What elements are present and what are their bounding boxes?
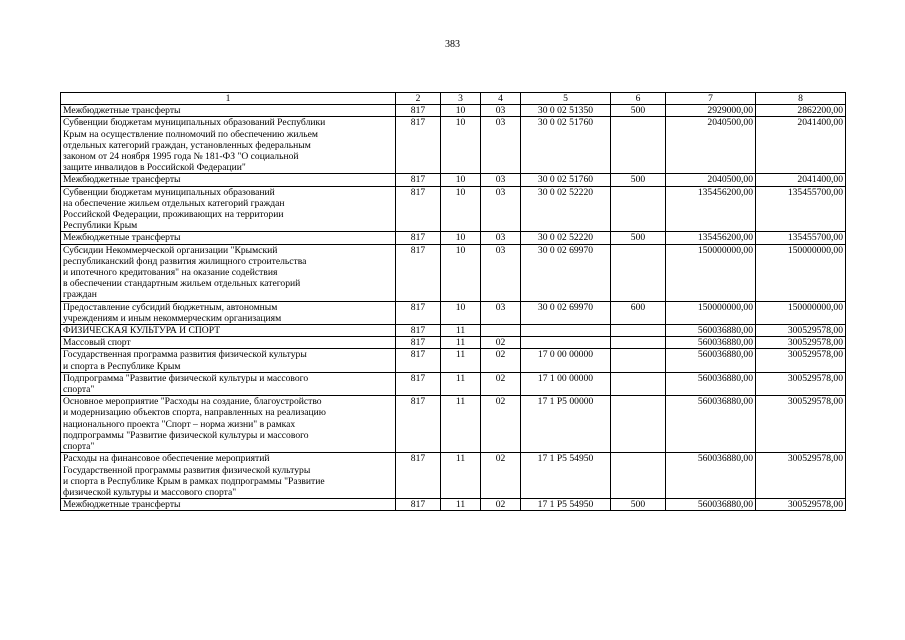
row-amount-cell-c7: 560036880,00	[666, 499, 756, 511]
row-code-cell-c2: 817	[396, 372, 441, 395]
row-code-cell-c4: 02	[481, 396, 521, 453]
table-row	[61, 396, 846, 453]
row-name-line: Предоставление субсидий бюджетным, автономным	[63, 301, 278, 313]
row-code-cell-c4: 02	[481, 337, 521, 349]
row-amount-cell-c7: 560036880,00	[666, 337, 756, 349]
row-code-cell-c2: 817	[396, 396, 441, 453]
row-amount-cell-c8: 150000000,00	[756, 301, 846, 324]
row-name-line: Субвенции бюджетам муниципальных образований Республики	[63, 117, 326, 129]
row-amount-cell-c8: 300529578,00	[756, 396, 846, 453]
row-name-line: Расходы на финансовое обеспечение мероприятий	[63, 453, 270, 465]
row-code-cell-c4: 03	[481, 301, 521, 324]
row-name-line: защите инвалидов в Российской Федерации"	[63, 162, 246, 174]
row-amount-cell-c7: 560036880,00	[666, 325, 756, 337]
row-code-cell-c6: 500	[611, 105, 666, 117]
row-code-cell-c2: 817	[396, 453, 441, 499]
row-name-line: Подпрограмма "Развитие физической культуры и массового	[63, 372, 309, 384]
table-row	[61, 105, 846, 117]
row-code-cell-c4: 03	[481, 244, 521, 301]
header-cell-8: 8	[756, 93, 846, 105]
row-name-line: Межбюджетные трансферты	[63, 174, 181, 186]
row-amount-cell-c7: 2040500,00	[666, 174, 756, 186]
table-row	[61, 325, 846, 337]
row-name-line: и ипотечного кредитования" на оказание содействия	[63, 267, 278, 279]
row-name-line: Межбюджетные трансферты	[63, 105, 181, 117]
table-body	[61, 105, 846, 511]
row-name-line: законом от 24 ноября 1995 года № 181-ФЗ "О социальной	[63, 151, 299, 163]
header-cell-5: 5	[521, 93, 611, 105]
row-code-cell-c3: 10	[441, 244, 481, 301]
table-row	[61, 232, 846, 244]
row-code-cell-c4: 02	[481, 499, 521, 511]
row-name-line: Республики Крым	[63, 220, 138, 232]
row-name-cell	[61, 499, 396, 511]
row-amount-cell-c7: 2040500,00	[666, 117, 756, 174]
row-amount-cell-c8: 300529578,00	[756, 325, 846, 337]
budget-table	[60, 92, 846, 511]
row-code-cell-c6	[611, 372, 666, 395]
row-name-line: Государственной программы развития физической культуры	[63, 464, 311, 476]
table-row	[61, 244, 846, 301]
row-code-cell-c3: 10	[441, 174, 481, 186]
row-code-cell-c6	[611, 244, 666, 301]
row-code-cell-c3: 10	[441, 232, 481, 244]
header-cell-1: 1	[61, 93, 396, 105]
row-code-cell-c5: 17 1 P5 00000	[521, 396, 611, 453]
header-row	[61, 93, 846, 105]
row-amount-cell-c8: 300529578,00	[756, 372, 846, 395]
row-name-cell	[61, 396, 396, 453]
row-amount-cell-c7: 560036880,00	[666, 349, 756, 372]
row-code-cell-c5: 30 0 02 51350	[521, 105, 611, 117]
row-code-cell-c6: 500	[611, 499, 666, 511]
row-code-cell-c5: 30 0 02 51760	[521, 174, 611, 186]
row-code-cell-c4: 03	[481, 117, 521, 174]
row-name-line: Межбюджетные трансферты	[63, 499, 181, 511]
row-code-cell-c5: 30 0 02 69970	[521, 244, 611, 301]
row-code-cell-c2: 817	[396, 186, 441, 232]
row-code-cell-c3: 11	[441, 372, 481, 395]
table-row	[61, 349, 846, 372]
row-code-cell-c5: 30 0 02 52220	[521, 232, 611, 244]
row-name-line: на обеспечение жильем отдельных категорий граждан	[63, 197, 285, 209]
row-code-cell-c2: 817	[396, 499, 441, 511]
table-row	[61, 453, 846, 499]
row-code-cell-c5	[521, 337, 611, 349]
row-name-cell	[61, 174, 396, 186]
header-cell-2: 2	[396, 93, 441, 105]
table-row	[61, 337, 846, 349]
table-row	[61, 499, 846, 511]
row-name-line: ФИЗИЧЕСКАЯ КУЛЬТУРА И СПОРТ	[63, 325, 221, 337]
row-name-line: Крым на осуществление полномочий по обеспечению жильем	[63, 128, 318, 140]
row-name-line: физической культуры и массового спорта"	[63, 486, 237, 498]
row-code-cell-c5: 17 1 P5 54950	[521, 453, 611, 499]
row-code-cell-c6	[611, 337, 666, 349]
table-row	[61, 372, 846, 395]
row-code-cell-c4: 03	[481, 186, 521, 232]
row-code-cell-c5: 30 0 02 51760	[521, 117, 611, 174]
row-code-cell-c3: 10	[441, 117, 481, 174]
row-code-cell-c3: 11	[441, 453, 481, 499]
row-code-cell-c4: 02	[481, 453, 521, 499]
row-code-cell-c5: 30 0 02 52220	[521, 186, 611, 232]
row-code-cell-c6: 600	[611, 301, 666, 324]
row-amount-cell-c8: 300529578,00	[756, 337, 846, 349]
header-cell-4: 4	[481, 93, 521, 105]
row-name-line: учреждениям и иным некоммерческим организациям	[63, 312, 282, 324]
row-amount-cell-c7: 2929000,00	[666, 105, 756, 117]
row-amount-cell-c8: 300529578,00	[756, 453, 846, 499]
row-name-line: в обеспечении стандартным жильем отдельных категорий	[63, 278, 301, 290]
row-code-cell-c6	[611, 325, 666, 337]
row-code-cell-c2: 817	[396, 349, 441, 372]
row-code-cell-c6	[611, 396, 666, 453]
row-name-line: Основное мероприятие "Расходы на создание, благоустройство	[63, 396, 322, 408]
row-code-cell-c4: 03	[481, 105, 521, 117]
row-name-line: и спорта в Республике Крым	[63, 360, 181, 372]
row-code-cell-c3: 11	[441, 396, 481, 453]
row-code-cell-c6	[611, 349, 666, 372]
page-number: 383	[445, 39, 460, 50]
row-code-cell-c3: 11	[441, 349, 481, 372]
row-code-cell-c4	[481, 325, 521, 337]
row-code-cell-c2: 817	[396, 301, 441, 324]
row-amount-cell-c7: 560036880,00	[666, 396, 756, 453]
row-name-line: и модернизацию объектов спорта, направленных на реализацию	[63, 407, 326, 419]
row-code-cell-c6: 500	[611, 174, 666, 186]
row-code-cell-c3: 11	[441, 499, 481, 511]
row-amount-cell-c7: 150000000,00	[666, 244, 756, 301]
table-row	[61, 174, 846, 186]
row-name-line: Российской Федерации, проживающих на территории	[63, 209, 284, 221]
row-name-cell	[61, 105, 396, 117]
table-row	[61, 117, 846, 174]
row-name-line: Государственная программа развития физической культуры	[63, 349, 307, 361]
row-code-cell-c2: 817	[396, 244, 441, 301]
row-code-cell-c4: 03	[481, 232, 521, 244]
row-amount-cell-c8: 2862200,00	[756, 105, 846, 117]
row-code-cell-c2: 817	[396, 174, 441, 186]
row-code-cell-c4: 02	[481, 349, 521, 372]
row-code-cell-c6	[611, 117, 666, 174]
row-name-cell	[61, 325, 396, 337]
row-code-cell-c4: 03	[481, 174, 521, 186]
row-code-cell-c5: 17 0 00 00000	[521, 349, 611, 372]
row-name-line: национального проекта "Спорт – норма жизни" в рамках	[63, 418, 296, 430]
row-name-line: спорта"	[63, 441, 95, 453]
row-name-line: отдельных категорий граждан, установленных федеральным	[63, 139, 311, 151]
row-amount-cell-c7: 150000000,00	[666, 301, 756, 324]
row-code-cell-c2: 817	[396, 232, 441, 244]
row-code-cell-c6	[611, 453, 666, 499]
row-amount-cell-c7: 135456200,00	[666, 186, 756, 232]
row-amount-cell-c7: 560036880,00	[666, 372, 756, 395]
row-code-cell-c3: 11	[441, 337, 481, 349]
row-amount-cell-c8: 2041400,00	[756, 174, 846, 186]
row-name-line: Массовый спорт	[63, 337, 131, 349]
row-code-cell-c3: 11	[441, 325, 481, 337]
row-name-line: Субвенции бюджетам муниципальных образований	[63, 186, 275, 198]
row-amount-cell-c8: 150000000,00	[756, 244, 846, 301]
row-name-cell	[61, 244, 396, 301]
header-cell-3: 3	[441, 93, 481, 105]
header-cell-6: 6	[611, 93, 666, 105]
row-amount-cell-c8: 135455700,00	[756, 232, 846, 244]
row-code-cell-c5: 17 1 P5 54950	[521, 499, 611, 511]
row-code-cell-c3: 10	[441, 186, 481, 232]
row-name-line: и спорта в Республике Крым в рамках подпрограммы "Развитие	[63, 475, 325, 487]
row-amount-cell-c8: 300529578,00	[756, 499, 846, 511]
row-code-cell-c5: 17 1 00 00000	[521, 372, 611, 395]
row-name-cell	[61, 372, 396, 395]
row-name-cell	[61, 232, 396, 244]
row-code-cell-c2: 817	[396, 337, 441, 349]
row-code-cell-c2: 817	[396, 325, 441, 337]
row-code-cell-c6	[611, 186, 666, 232]
row-code-cell-c2: 817	[396, 117, 441, 174]
row-name-line: граждан	[63, 289, 97, 301]
row-code-cell-c5: 30 0 02 69970	[521, 301, 611, 324]
row-code-cell-c3: 10	[441, 105, 481, 117]
row-amount-cell-c7: 135456200,00	[666, 232, 756, 244]
row-amount-cell-c8: 2041400,00	[756, 117, 846, 174]
row-name-cell	[61, 301, 396, 324]
table-row	[61, 186, 846, 232]
row-name-cell	[61, 453, 396, 499]
row-name-line: Субсидии Некоммерческой организации "Крымский	[63, 244, 278, 256]
row-name-line: республиканский фонд развития жилищного строительства	[63, 255, 307, 267]
row-name-cell	[61, 117, 396, 174]
row-amount-cell-c8: 300529578,00	[756, 349, 846, 372]
row-amount-cell-c7: 560036880,00	[666, 453, 756, 499]
header-cell-7: 7	[666, 93, 756, 105]
table-row	[61, 301, 846, 324]
row-code-cell-c5	[521, 325, 611, 337]
row-code-cell-c4: 02	[481, 372, 521, 395]
row-name-cell	[61, 349, 396, 372]
row-name-line: спорта"	[63, 384, 95, 396]
row-name-line: подпрограммы "Развитие физической культуры и массового	[63, 429, 309, 441]
row-code-cell-c2: 817	[396, 105, 441, 117]
row-name-cell	[61, 186, 396, 232]
row-code-cell-c3: 10	[441, 301, 481, 324]
row-code-cell-c6: 500	[611, 232, 666, 244]
row-amount-cell-c8: 135455700,00	[756, 186, 846, 232]
row-name-line: Межбюджетные трансферты	[63, 232, 181, 244]
row-name-cell	[61, 337, 396, 349]
